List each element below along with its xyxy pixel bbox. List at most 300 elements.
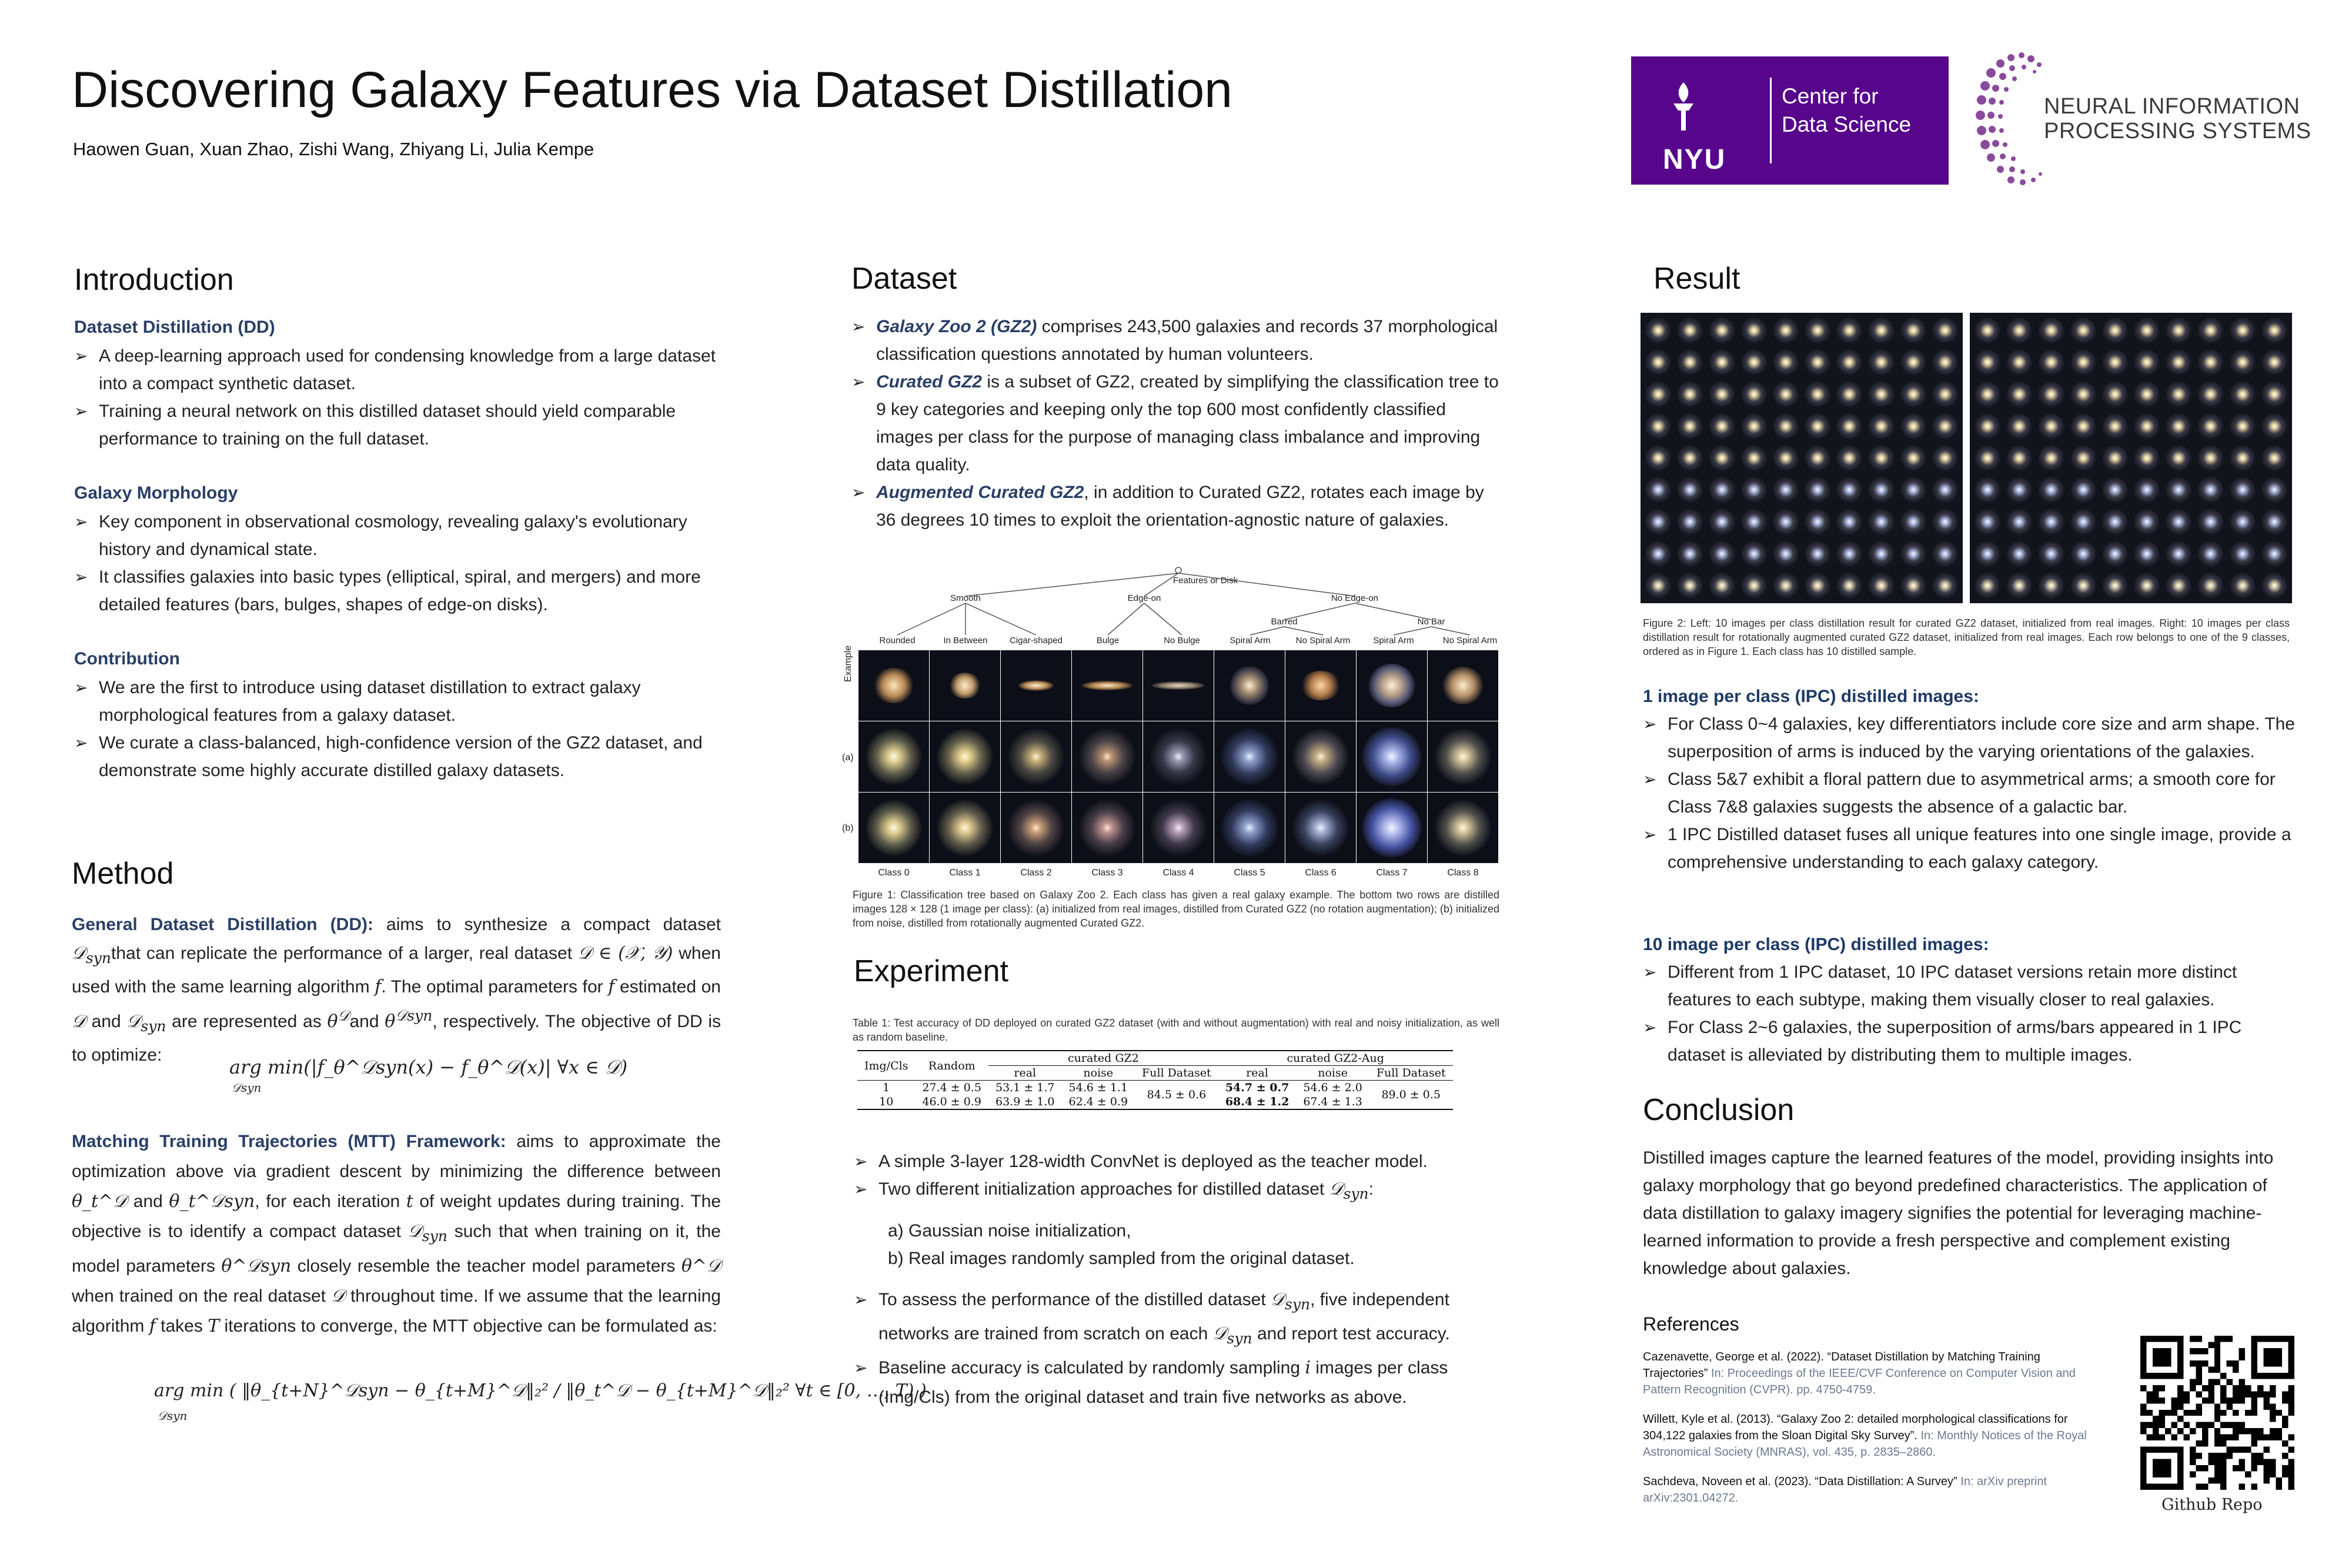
reference-item [1643,1349,2096,1398]
table-header: Full Dataset [1376,1066,1446,1079]
item-lead: Augmented Curated GZ2 [876,483,1084,502]
reference-source: In: Monthly Notices of the Royal Astronomical Society (MNRAS), vol. 435, p. 2835–2860. [1643,1429,2087,1459]
distilled-sample [1643,506,1673,537]
tree-leaf-label: No Spiral Arm [1442,636,1498,646]
distilled-sample [1930,570,1960,601]
reference-source: In: Proceedings of the IEEE/CVF Conference on Computer Vision and Pattern Recognition (CVPR). pp. 4750-4759. [1643,1367,2076,1396]
distilled-sample [2004,347,2034,377]
distilled-sample [2227,443,2258,473]
distilled-sample [2068,474,2099,505]
distilled-sample [1898,411,1929,442]
list-item [854,1285,1506,1353]
nyu-wordmark: NYU [1663,144,1726,175]
distilled-sample [2227,379,2258,409]
galaxy-thumbnail [1357,650,1427,721]
neurips-dots-icon [1976,49,2046,188]
text-run: and report test accuracy. [1252,1324,1450,1343]
math-run: 𝒟 [72,1011,86,1032]
list-item: ➢ We curate a class-balanced, high-confidence version of the GZ2 dataset, and demonstrate some highly accurate distilled galaxy datasets. [74,729,727,784]
math-run: f [375,977,382,997]
distilled-sample [2100,379,2130,409]
distilled-thumbnail [1001,793,1071,863]
distilled-sample [1898,474,1929,505]
distilled-thumbnail [1143,793,1214,863]
tree-leaf-label: Spiral Arm [1230,636,1271,646]
distilled-thumbnail [1285,793,1356,863]
distilled-sample [1739,443,1769,473]
text-run: and [349,1012,385,1031]
distilled-sample [1706,539,1737,569]
text-run: takes [155,1316,208,1336]
morphology-list [74,508,727,618]
distilled-sample [1930,539,1960,569]
dataset-list [851,313,1504,534]
references-heading: References [1643,1313,1739,1335]
distilled-sample [1972,506,2003,537]
distilled-sample [1930,506,1960,537]
ipc10-list [1643,958,2296,1069]
nyu-cds-logo [1631,56,1949,185]
list-item [854,1353,1506,1412]
distilled-sample [2163,443,2194,473]
distilled-sample [1972,379,2003,409]
distilled-sample [1675,443,1705,473]
experiment-heading: Experiment [854,954,1008,988]
class-label: Class 1 [949,868,981,878]
mtt-objective-equation: arg min ( ‖θ_{t+N}^𝒟syn − θ_{t+M}^𝒟‖₂² / ‖θ_t^𝒟 − θ_{t+M}^𝒟‖₂² ∀t ∈ [0, …, T) ) [154,1380,927,1401]
table-cell: 84.5 ± 0.6 [1135,1081,1218,1110]
figure-2-caption: Figure 2: Left: 10 images per class distillation result for curated GZ2 dataset, initialized from real images. Right: 10 images per class distillation result for rotationally augmented curated GZ2 dataset, initialized from real images. Each row belongs to one of the 9 classes, ordered as in Figure 1. Each class has 10 distilled sample. [1643,617,2290,657]
distilled-thumbnail [1357,721,1427,792]
qr-code-icon[interactable] [2140,1336,2294,1490]
distilled-sample [2100,474,2130,505]
distilled-sample [2259,379,2290,409]
table-1-caption: Table 1: Test accuracy of DD deployed on curated GZ2 dataset (with and without augmentation) with real and noisy initialization, as well as random baseline. [853,1017,1499,1043]
tree-leaf-label: No Spiral Arm [1295,636,1351,646]
text-run: , five independent networks are trained from scratch on each [878,1290,1449,1343]
figure-1-caption: Figure 1: Classification tree based on Galaxy Zoo 2. Each class has given a real galaxy example. The bottom two rows are distilled images 128 × 128 (1 image per class): (a) initialized from real images, distilled from Curated GZ2 (no rotation augmentation); (b) initialized from noise, distilled from rotationally augmented Curated GZ2. [853,889,1499,929]
distilled-sample [2195,539,2226,569]
math-run: θ [327,1011,338,1032]
class-label: Class 2 [1020,868,1052,878]
distilled-sample [2068,570,2099,601]
table-cell: 62.4 ± 0.9 [1068,1095,1128,1108]
row-label-example: Example [843,645,853,682]
math-run: 𝒟 [1271,1289,1285,1310]
distilled-sample [1930,347,1960,377]
text-run: To assess the performance of the distilled dataset [878,1290,1271,1309]
distilled-sample [1739,506,1769,537]
math-run: θ_t^𝒟syn [169,1191,255,1212]
reference-source: In: arXiv preprint arXiv:2301.04272. [1643,1475,2047,1505]
distilled-sample [1706,315,1737,346]
distilled-sample [1834,570,1865,601]
contribution-subheading: Contribution [74,649,180,668]
text-run: , for each iteration [255,1192,406,1211]
tree-leaf-label: In Between [943,636,988,646]
item-text: , in addition to Curated GZ2, rotates each image by 36 degrees 10 times to exploit the orientation-agnostic nature of galaxies. [876,483,1484,530]
logo-divider [1770,78,1772,163]
distilled-sample [2004,539,2034,569]
distilled-sample [2259,474,2290,505]
distilled-sample [1643,539,1673,569]
galaxy-thumbnail [1001,650,1071,721]
distilled-sample [1706,506,1737,537]
tree-leaf-label: Rounded [879,636,916,646]
text-run: images per class (Img/Cls) from the original dataset and train five networks as above. [878,1358,1448,1407]
distilled-sample [2100,443,2130,473]
distilled-sample [2163,539,2194,569]
distilled-sample [2163,570,2194,601]
distilled-sample [1834,379,1865,409]
distilled-sample [1802,443,1833,473]
table-cell: 27.4 ± 0.5 [922,1081,981,1094]
distilled-sample [1930,474,1960,505]
distilled-sample [2132,411,2162,442]
list-item: ➢ Different from 1 IPC dataset, 10 IPC dataset versions retain more distinct features to each subtype, making them visually closer to real galaxies. [1643,958,2296,1014]
text-run: Two different initialization approaches for distilled dataset [878,1179,1329,1199]
distilled-grid-left [1641,313,1963,603]
list-item [851,368,1504,479]
math-run: f [149,1316,156,1336]
distilled-sample [2132,347,2162,377]
distilled-sample [1866,474,1896,505]
distilled-sample [1834,443,1865,473]
distilled-sample [1675,315,1705,346]
math-run: 𝒟 ∈ (𝒳, 𝒴) [577,943,673,964]
distilled-thumbnail [1072,721,1142,792]
distilled-sample [1739,379,1769,409]
distilled-sample [2259,506,2290,537]
math-run: T [208,1316,220,1336]
cds-wordmark [1782,82,1911,139]
text-run: aims to synthesize a compact dataset [373,915,721,934]
class-label: Class 0 [878,868,910,878]
math-run: syn [1227,1330,1252,1347]
tree-leaf-label: Cigar-shaped [1009,636,1063,646]
distilled-sample [2036,506,2066,537]
table-cell: 54.6 ± 1.1 [1068,1081,1128,1094]
distilled-sample [1834,474,1865,505]
distilled-sample [2068,539,2099,569]
math-run: syn [85,950,112,967]
text-run: and [127,1192,169,1211]
distilled-sample [1739,315,1769,346]
galaxy-thumbnail [930,650,1000,721]
distilled-sample [2195,570,2226,601]
text-run: closely resemble the teacher model parameters [291,1256,681,1276]
init-sublist [888,1217,1355,1272]
distilled-sample [1770,570,1801,601]
dd-objective-subscript: 𝒟syn [232,1081,262,1095]
distilled-sample [2259,315,2290,346]
distilled-sample [2227,506,2258,537]
cds-line-1: Center for [1782,84,1879,108]
distilled-sample [2195,443,2226,473]
distilled-thumbnail [930,793,1000,863]
ipc1-list [1643,710,2296,876]
distilled-sample [1866,506,1896,537]
table-row [857,1081,1453,1095]
galaxy-thumbnail [1214,650,1285,721]
distilled-sample [1802,570,1833,601]
distilled-sample [1866,347,1896,377]
distilled-sample [1802,315,1833,346]
class-label: Class 3 [1091,868,1123,878]
distilled-sample [1930,443,1960,473]
distilled-sample [1930,379,1960,409]
distilled-thumbnail [1214,721,1285,792]
introduction-heading: Introduction [74,263,234,297]
distilled-sample [1898,570,1929,601]
galaxy-thumbnail [1143,650,1214,721]
distilled-sample [1802,347,1833,377]
distilled-thumbnail [858,793,929,863]
item-lead: Galaxy Zoo 2 (GZ2) [876,317,1037,336]
math-run: θ_t^𝒟 [72,1191,128,1212]
distilled-sample [1739,411,1769,442]
poster-title: Discovering Galaxy Features via Dataset Distillation [72,62,1233,118]
text-run: throughout time. If we assume that the learning algorithm [72,1286,721,1336]
distilled-sample [2036,539,2066,569]
distilled-sample [2100,539,2130,569]
method-heading: Method [72,857,174,891]
distilled-sample [1770,411,1801,442]
table-header: Img/Cls [857,1051,915,1081]
distilled-grid-cells [1972,315,2290,601]
distilled-sample [2036,474,2066,505]
distilled-sample [2163,506,2194,537]
row-label-b: (b) [842,823,854,833]
math-run: θ^𝒟 [681,1256,721,1276]
list-item: ➢ Class 5&7 exhibit a floral pattern due to asymmetrical arms; a smooth core for Class 7&8 galaxies suggests the absence of a galactic bar. [1643,765,2296,821]
distilled-sample [1643,315,1673,346]
tree-leaf-label: Bulge [1096,636,1120,646]
distilled-sample [2132,474,2162,505]
text-run: of weight updates during training. The objective is to identify a compact dataset [72,1192,721,1241]
torch-icon [1663,80,1704,133]
class-label: Class 4 [1162,868,1194,878]
distilled-sample [1770,347,1801,377]
conclusion-heading: Conclusion [1643,1093,1795,1127]
table-cell: 63.9 ± 1.0 [995,1095,1055,1108]
list-item: ➢ We are the first to introduce using dataset distillation to extract galaxy morphological features from a galaxy dataset. [74,674,727,729]
list-item: ➢ 1 IPC Distilled dataset fuses all unique features into one single image, provide a comprehensive understanding to each galaxy category. [1643,821,2296,876]
list-item: ➢ A simple 3-layer 128-width ConvNet is deployed as the teacher model. [854,1148,1506,1175]
distilled-sample [1739,347,1769,377]
distilled-sample [2004,506,2034,537]
reference-main: Sachdeva, Noveen et al. (2023). “Data Distillation: A Survey” [1643,1475,1957,1488]
distilled-sample [1675,474,1705,505]
neurips-line-2: PROCESSING SYSTEMS [2044,119,2311,143]
text-run: that can replicate the performance of a larger, real dataset [111,944,578,963]
distilled-sample [1972,411,2003,442]
distilled-sample [2100,506,2130,537]
distilled-sample [1834,506,1865,537]
math-run: 𝒟 [1329,1179,1344,1199]
distilled-sample [1770,506,1801,537]
table-header: real [1246,1066,1268,1079]
distilled-sample [1834,411,1865,442]
distilled-thumbnail [1357,793,1427,863]
ipc1-subheading: 1 image per class (IPC) distilled images: [1643,687,1979,706]
math-run: 𝒟 [126,1011,141,1032]
distilled-sample [2227,411,2258,442]
distilled-sample [1643,474,1673,505]
tree-nobar-label: No Bar [1417,617,1445,627]
distilled-sample [2004,315,2034,346]
distilled-sample [1802,539,1833,569]
distilled-thumbnail [1428,793,1498,863]
list-item: ➢ For Class 0~4 galaxies, key differentiators include core size and arm shape. The superposition of arms is induced by the varying orientations of the galaxies. [1643,710,2296,765]
conclusion-text: Distilled images capture the learned features of the model, providing insights into galaxy morphology that go beyond predefined characteristics. The application of data distillation to galaxy imagery signifies the potential for leveraging machine-learned information to provide a fresh perspective and complement existing knowledge about galaxies. [1643,1148,2274,1278]
item-text: is a subset of GZ2, created by simplifying the classification tree to 9 key categories and keeping only the top 600 most confidently classified images per class for the purpose of managing class imbalance and improving data quality. [876,372,1499,474]
math-run: i [1305,1358,1311,1378]
table-group-header: curated GZ2-Aug [1218,1051,1453,1066]
math-run: syn [1284,1296,1311,1313]
morphology-subheading: Galaxy Morphology [74,483,238,503]
distilled-sample [1675,539,1705,569]
class-label: Class 7 [1376,868,1408,878]
distilled-sample [1930,411,1960,442]
mtt-objective-subscript: 𝒟syn [158,1409,188,1423]
galaxy-thumbnail [1285,650,1356,721]
distilled-sample [2068,411,2099,442]
galaxy-thumbnail [1428,650,1498,721]
math-run: θ^𝒟syn [221,1256,292,1276]
distilled-sample [1739,474,1769,505]
math-run: 𝒟 [338,1007,350,1024]
list-item: ➢ Two different initialization approaches for distilled dataset 𝒟$_{syn}$: [854,1175,1506,1208]
gdd-lead: General Dataset Distillation (DD): [72,915,373,934]
contribution-list [74,674,727,784]
tree-leaf-label: No Bulge [1164,636,1200,646]
tree-barred-label: Barred [1271,617,1298,627]
distilled-sample [2036,443,2066,473]
distilled-sample [2004,474,2034,505]
experiment-list-1 [854,1148,1506,1208]
distilled-sample [1834,315,1865,346]
tree-noedgeon-label: No Edge-on [1331,593,1379,603]
class-label: Class 8 [1447,868,1479,878]
math-run: 𝒟 [72,943,86,964]
distilled-sample [2227,347,2258,377]
distilled-sample [1770,539,1801,569]
distilled-sample [2068,506,2099,537]
distilled-sample [1802,411,1833,442]
distilled-sample [1706,570,1737,601]
distilled-sample [1643,379,1673,409]
distilled-sample [1770,315,1801,346]
text-run: when trained on the real dataset [72,1286,331,1306]
distilled-sample [2036,379,2066,409]
galaxy-thumbnail [858,650,929,721]
distilled-grid-right [1970,313,2292,603]
mtt-lead: Matching Training Trajectories (MTT) Framework: [72,1132,506,1151]
dd-subheading: Dataset Distillation (DD) [74,317,275,337]
math-run: 𝒟 [330,1286,345,1306]
table-header: noise [1083,1066,1114,1079]
distilled-sample [2163,347,2194,377]
distilled-sample [2195,474,2226,505]
distilled-sample [2227,474,2258,505]
distilled-sample [1866,379,1896,409]
example-galaxy-row [858,650,1499,721]
dd-list [74,342,727,453]
item-lead: Curated GZ2 [876,372,983,392]
math-run: 𝒟 [1212,1323,1227,1344]
distilled-sample [1802,506,1833,537]
distilled-sample [1866,315,1896,346]
distilled-thumbnail [1143,721,1214,792]
distilled-sample [1643,411,1673,442]
distilled-sample [1898,315,1929,346]
distilled-thumbnail [1214,793,1285,863]
distilled-sample [2195,347,2226,377]
distilled-sample [2068,315,2099,346]
distilled-sample [2163,379,2194,409]
distilled-sample [1643,570,1673,601]
distilled-sample [1972,474,2003,505]
class-label: Class 6 [1305,868,1337,878]
distilled-sample [1972,443,2003,473]
distilled-sample [2036,570,2066,601]
distilled-sample [1675,379,1705,409]
list-item: ➢ Key component in observational cosmology, revealing galaxy's evolutionary history and dynamical state. [74,508,727,563]
author-list: Haowen Guan, Xuan Zhao, Zishi Wang, Zhiyang Li, Julia Kempe [73,139,594,159]
distilled-sample [1898,539,1929,569]
tree-root-label: Features or Disk [1172,576,1238,586]
distilled-sample [2036,347,2066,377]
distilled-sample [2036,411,2066,442]
distilled-sample [2195,506,2226,537]
distilled-sample [1866,570,1896,601]
distilled-sample [2227,539,2258,569]
distilled-sample [2068,443,2099,473]
distilled-thumbnail [1072,793,1142,863]
distilled-sample [1770,474,1801,505]
table-header: Random [915,1051,988,1081]
distilled-sample [2163,411,2194,442]
dataset-heading: Dataset [851,262,957,296]
text-run: Baseline accuracy is calculated by randomly sampling [878,1358,1305,1378]
distilled-sample [2227,315,2258,346]
distilled-sample [1802,474,1833,505]
distilled-sample [2100,411,2130,442]
table-header: real [1014,1066,1037,1079]
distilled-sample [2259,570,2290,601]
distilled-sample [1866,411,1896,442]
math-run: t [406,1191,413,1212]
text-run: are represented as [166,1012,328,1031]
distilled-sample [1706,347,1737,377]
text-run: when used with the same learning algorithm [72,944,721,997]
distilled-sample [1866,539,1896,569]
text-run: aims to approximate the optimization above via gradient descent by minimizing the difference between [72,1132,721,1181]
math-run: syn [422,1228,447,1245]
distilled-sample [1898,506,1929,537]
distilled-sample [2259,411,2290,442]
distilled-sample [1972,347,2003,377]
distilled-sample [1834,539,1865,569]
table-header: noise [1318,1066,1348,1079]
table-cell: 1 [883,1081,890,1094]
distilled-sample [2036,315,2066,346]
distilled-sample [1675,347,1705,377]
distilled-sample [2068,347,2099,377]
item-text: comprises 243,500 galaxies and records 37 morphological classification questions annotated by human volunteers. [876,317,1498,364]
mtt-paragraph [72,1126,721,1341]
